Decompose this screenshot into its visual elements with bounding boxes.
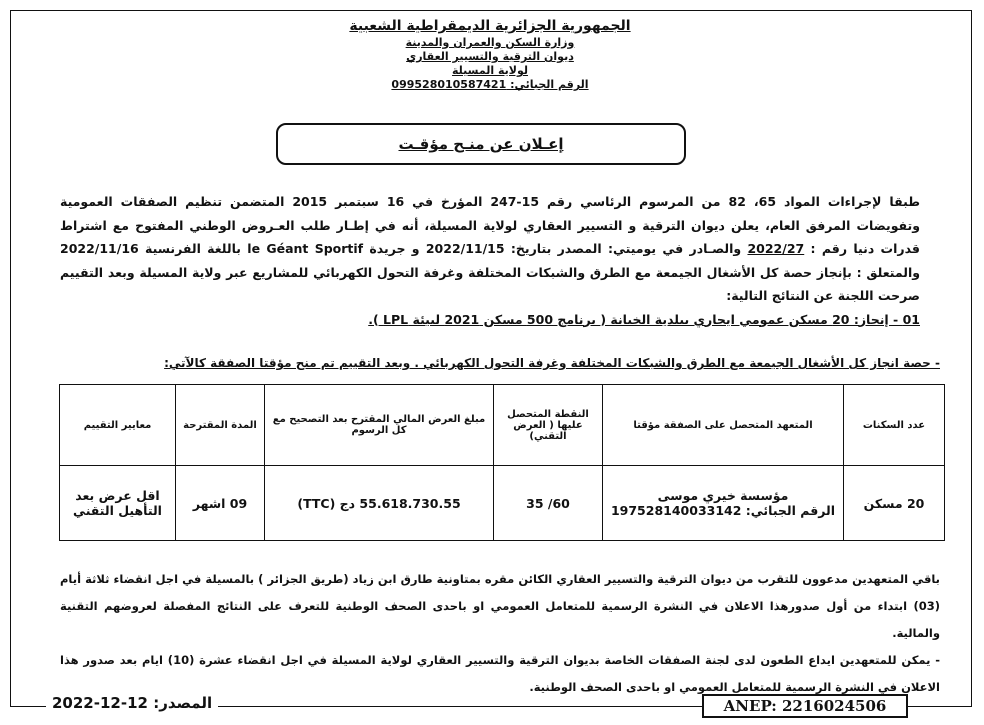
col-bidder: المتعهد المتحصل على الصفقة مؤقتا bbox=[603, 385, 844, 466]
source-date: المصدر: 12-12-2022 bbox=[46, 694, 218, 712]
republic-line: الجمهورية الجزائرية الديمقراطية الشعبية bbox=[349, 18, 631, 34]
cell-units: 20 مسكن bbox=[844, 466, 945, 541]
cell-criteria: اقل عرض بعد التأهيل التقني bbox=[60, 466, 176, 541]
office-line: ديوان الترقية والتسيير العقاري bbox=[406, 50, 574, 63]
notice-body bbox=[60, 190, 920, 331]
wilaya-line: لولاية المسيلة bbox=[452, 64, 528, 77]
bidder-fiscal: الرقم الجبائي: 197528140033142 bbox=[610, 503, 836, 518]
col-amount: مبلغ العرض المالي المقترح بعد التصحيح مع كل الرسوم bbox=[265, 385, 494, 466]
footer-paragraph-2: - يمكن للمتعهدين ايداع الطعون لدى لجنة الصفقات الخاصة بديوان الترقية والتسيير العقاري لولاية المسيلة في اجل انقضاء عشرة (10) ايام بعد صدور هذا الاعلان في النشرة الرسمية للمتعامل العمومي او باحدى الصحف الوطنية. bbox=[60, 653, 941, 694]
notice-footer bbox=[60, 566, 940, 701]
col-criteria: معايير التقييم bbox=[60, 385, 176, 466]
ministry-line: وزارة السكن والعمران والمدينة bbox=[405, 36, 575, 49]
fiscal-id-line: الرقم الجبائي: 099528010587421 bbox=[391, 78, 589, 91]
col-duration: المدة المقترحة bbox=[176, 385, 265, 466]
footer-paragraph-1: باقي المتعهدين مدعوون للتقرب من ديوان الترقية والتسيير العقاري الكائن مقره بمتاونية طارق ابن زياد (طريق الجزائر ) بالمسيلة في اجل انقضاء ثلاثة أيام (03) ابتداء من أول صدورهذا الاعلان في النشرة الرسمية للمتعامل العمومي او باحدى الصحف الوطنية للتعرف على النتائج المفصلة لعروضهم التقنية والمالية. bbox=[60, 572, 940, 640]
body-p2: والصـادر في يوميتي: المصدر بتاريخ: 2022/11/15 و جريدة le Géant Sportif باللغة الفرنسية 2022/11/16 والمتعلق : بإنجاز حصة كل الأشغال الجيمعة مع الطرق والشبكات المختلفة وغرفة التحول الكهربائي للمشاريع عبر ولاية المسيلة وبعد التقييم صرحت اللجنة عن النتائج التالية: bbox=[60, 241, 920, 303]
table-row bbox=[60, 466, 945, 541]
notice-header bbox=[300, 18, 680, 92]
cell-duration: 09 اشهر bbox=[176, 466, 265, 541]
col-score: النقطة المتحصل عليها ( العرض التقني) bbox=[494, 385, 603, 466]
tender-reference: 2022/27 bbox=[747, 241, 805, 256]
notice-title: إعـلان عن منـح مؤقـت bbox=[276, 123, 686, 165]
cell-bidder bbox=[603, 466, 844, 541]
award-table bbox=[59, 384, 945, 541]
bidder-name: مؤسسة خيري موسى bbox=[657, 488, 789, 503]
body-paragraph-1 bbox=[60, 190, 920, 308]
col-units: عدد السكنات bbox=[844, 385, 945, 466]
bottom-bar bbox=[0, 694, 984, 725]
anep-number: ANEP: 2216024506 bbox=[702, 694, 908, 718]
cell-amount: 55.618.730.55 دج (TTC) bbox=[265, 466, 494, 541]
cell-score: 60/ 35 bbox=[494, 466, 603, 541]
body-p1: طبقا لإجراءات المواد 65، 82 من المرسوم الرئاسي رقم 15-247 المؤرخ في 16 سبتمبر 2015 المتضمن تنظيم الصفقات العمومية وتفويضات المرفق العام، يعلن ديوان الترقية و التسيير العقاري لولاية المسيلة، أنه في إطـار طلب العـروض الوطني المفتوح مع اشتراط قدرات دنيا رقم : bbox=[60, 194, 920, 256]
lot-line: 01 - إنجاز: 20 مسكن عمومي ايجاري ببلدية الخبانة ( برنامج 500 مسكن 2021 لبيئة LPL ). bbox=[368, 311, 920, 327]
table-header-row bbox=[60, 385, 945, 466]
award-intro: - حصة انجاز كل الأشغال الجيمعة مع الطرق والشبكات المختلفة وغرفة التحول الكهربائي . وبعد التقييم تم منح مؤقتا الصفقة كالآتي: bbox=[164, 356, 940, 370]
